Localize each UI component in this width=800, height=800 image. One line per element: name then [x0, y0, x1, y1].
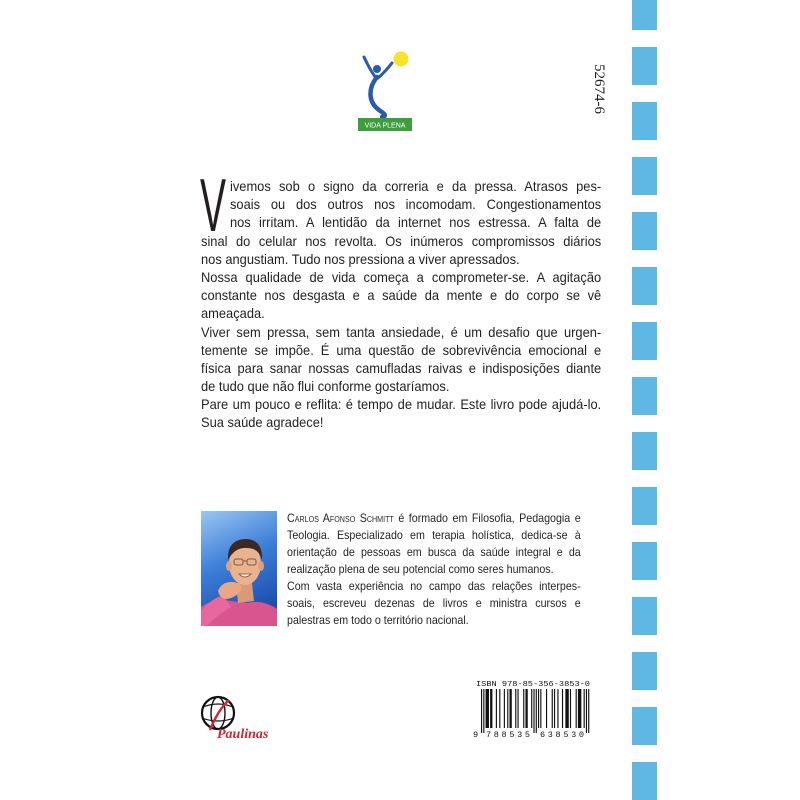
barcode-bar	[507, 689, 508, 728]
bio-line: soais, escreveu dezenas de livros e ministra cursos e	[287, 596, 581, 610]
barcode-guard-bar	[536, 689, 537, 733]
vida-plena-figure-icon	[364, 57, 392, 117]
synopsis-line: sinal do celular nos revolta. Os inúmeros compromissos diários	[201, 232, 602, 249]
synopsis-line: nos angustiam. Tudo nos pressiona a viver apressados.	[201, 250, 520, 267]
barcode-bar	[554, 689, 555, 728]
author-name: Carlos Afonso Schmitt	[287, 511, 394, 525]
barcode-bar	[510, 689, 512, 728]
barcode-bar	[576, 689, 577, 728]
barcode-bar	[490, 689, 492, 728]
barcode-guard-bar	[533, 689, 534, 733]
barcode-bar	[538, 689, 539, 728]
synopsis-line: ivemos sob o signo da correria e da pressa. Atrasos pes-	[229, 178, 602, 194]
barcode-bar	[504, 689, 505, 728]
bio-line: realização plena de seu potencial como seres humanos.	[287, 562, 554, 576]
barcode-digit-first: 9	[473, 730, 479, 740]
sun-icon	[394, 52, 409, 67]
publisher-logo	[198, 692, 278, 742]
bio-text: é formado em Filosofia, Pedagogia e	[398, 511, 581, 525]
decorative-stripe	[632, 0, 657, 800]
synopsis-line: Pare um pouco e reflita: é tempo de mudar. Este livro pode ajudá-lo.	[201, 396, 602, 413]
bio-line: palestras em todo o território nacional.	[287, 613, 469, 627]
synopsis-line: Viver sem pressa, sem tanta ansiedade, é um desafio que urgen-	[201, 323, 602, 340]
synopsis	[201, 177, 601, 432]
bio-line: orientação de pessoas em busca da saúde integral e da	[287, 545, 581, 559]
barcode-guard-bar	[588, 689, 589, 733]
barcode-bar	[531, 689, 532, 728]
barcode-bar	[584, 689, 585, 728]
barcode-bar	[486, 689, 489, 728]
catalog-code: 52674-6	[591, 64, 607, 114]
barcode-bar	[578, 689, 581, 728]
barcode-bar	[517, 689, 518, 728]
paulinas-globe-icon	[202, 697, 234, 730]
synopsis-line: nos irritam. A lentidão da internet nos estressa. A falta de	[229, 214, 602, 231]
barcode-bar	[546, 689, 547, 728]
synopsis-line: soais ou dos outros nos incomodam. Congestionamentos	[229, 196, 602, 213]
synopsis-line: Sua saúde agradece!	[201, 414, 324, 431]
barcode-bar	[525, 689, 527, 728]
barcode-bar	[523, 689, 524, 728]
author-portrait	[201, 511, 277, 626]
isbn-label: ISBN 978-85-356-3853-0	[476, 681, 591, 689]
barcode-bar	[562, 689, 563, 728]
synopsis-line: de tudo que não flui conforme gostaríamos.	[201, 378, 450, 395]
barcode-bar	[496, 689, 497, 728]
barcode-guard-bar	[586, 689, 587, 733]
barcode-bar	[565, 689, 568, 728]
isbn-barcode	[470, 678, 596, 740]
synopsis-line: física para sanar nossas camufladas raivas e indisposições diante	[201, 359, 602, 376]
synopsis-line: Nossa qualidade de vida começa a comprometer-se. A agitação	[201, 268, 602, 285]
barcode-digits-right: 638530	[540, 730, 584, 740]
bio-line: Teologia. Especializado em terapia holística, dedica-se à	[287, 528, 581, 542]
barcode-bar	[570, 689, 571, 728]
synopsis-line: constante nos desgasta e a saúde da mente e do corpo se vê	[201, 287, 602, 304]
barcode-guard-bar	[483, 689, 484, 733]
synopsis-line: temente se impõe. É uma questão de sobrevivência emocional e	[201, 341, 602, 358]
barcode-bar	[515, 689, 516, 728]
barcode-bar	[557, 689, 558, 728]
drop-cap: V	[200, 163, 227, 247]
bio-line: Com vasta experiência no campo das relações interpes-	[287, 579, 581, 593]
author-bio	[287, 510, 581, 629]
barcode-bar	[499, 689, 500, 728]
publisher-name: Paulinas	[217, 727, 269, 742]
barcode-bar	[540, 689, 541, 728]
collection-label: VIDA PLENA	[364, 122, 406, 130]
synopsis-line: ameaçada.	[201, 305, 265, 322]
collection-logo	[355, 48, 417, 134]
barcode-digits-left: 788535	[486, 730, 530, 740]
barcode-guard-bar	[481, 689, 482, 733]
bio-line	[287, 510, 581, 527]
barcode-bar	[552, 689, 553, 728]
